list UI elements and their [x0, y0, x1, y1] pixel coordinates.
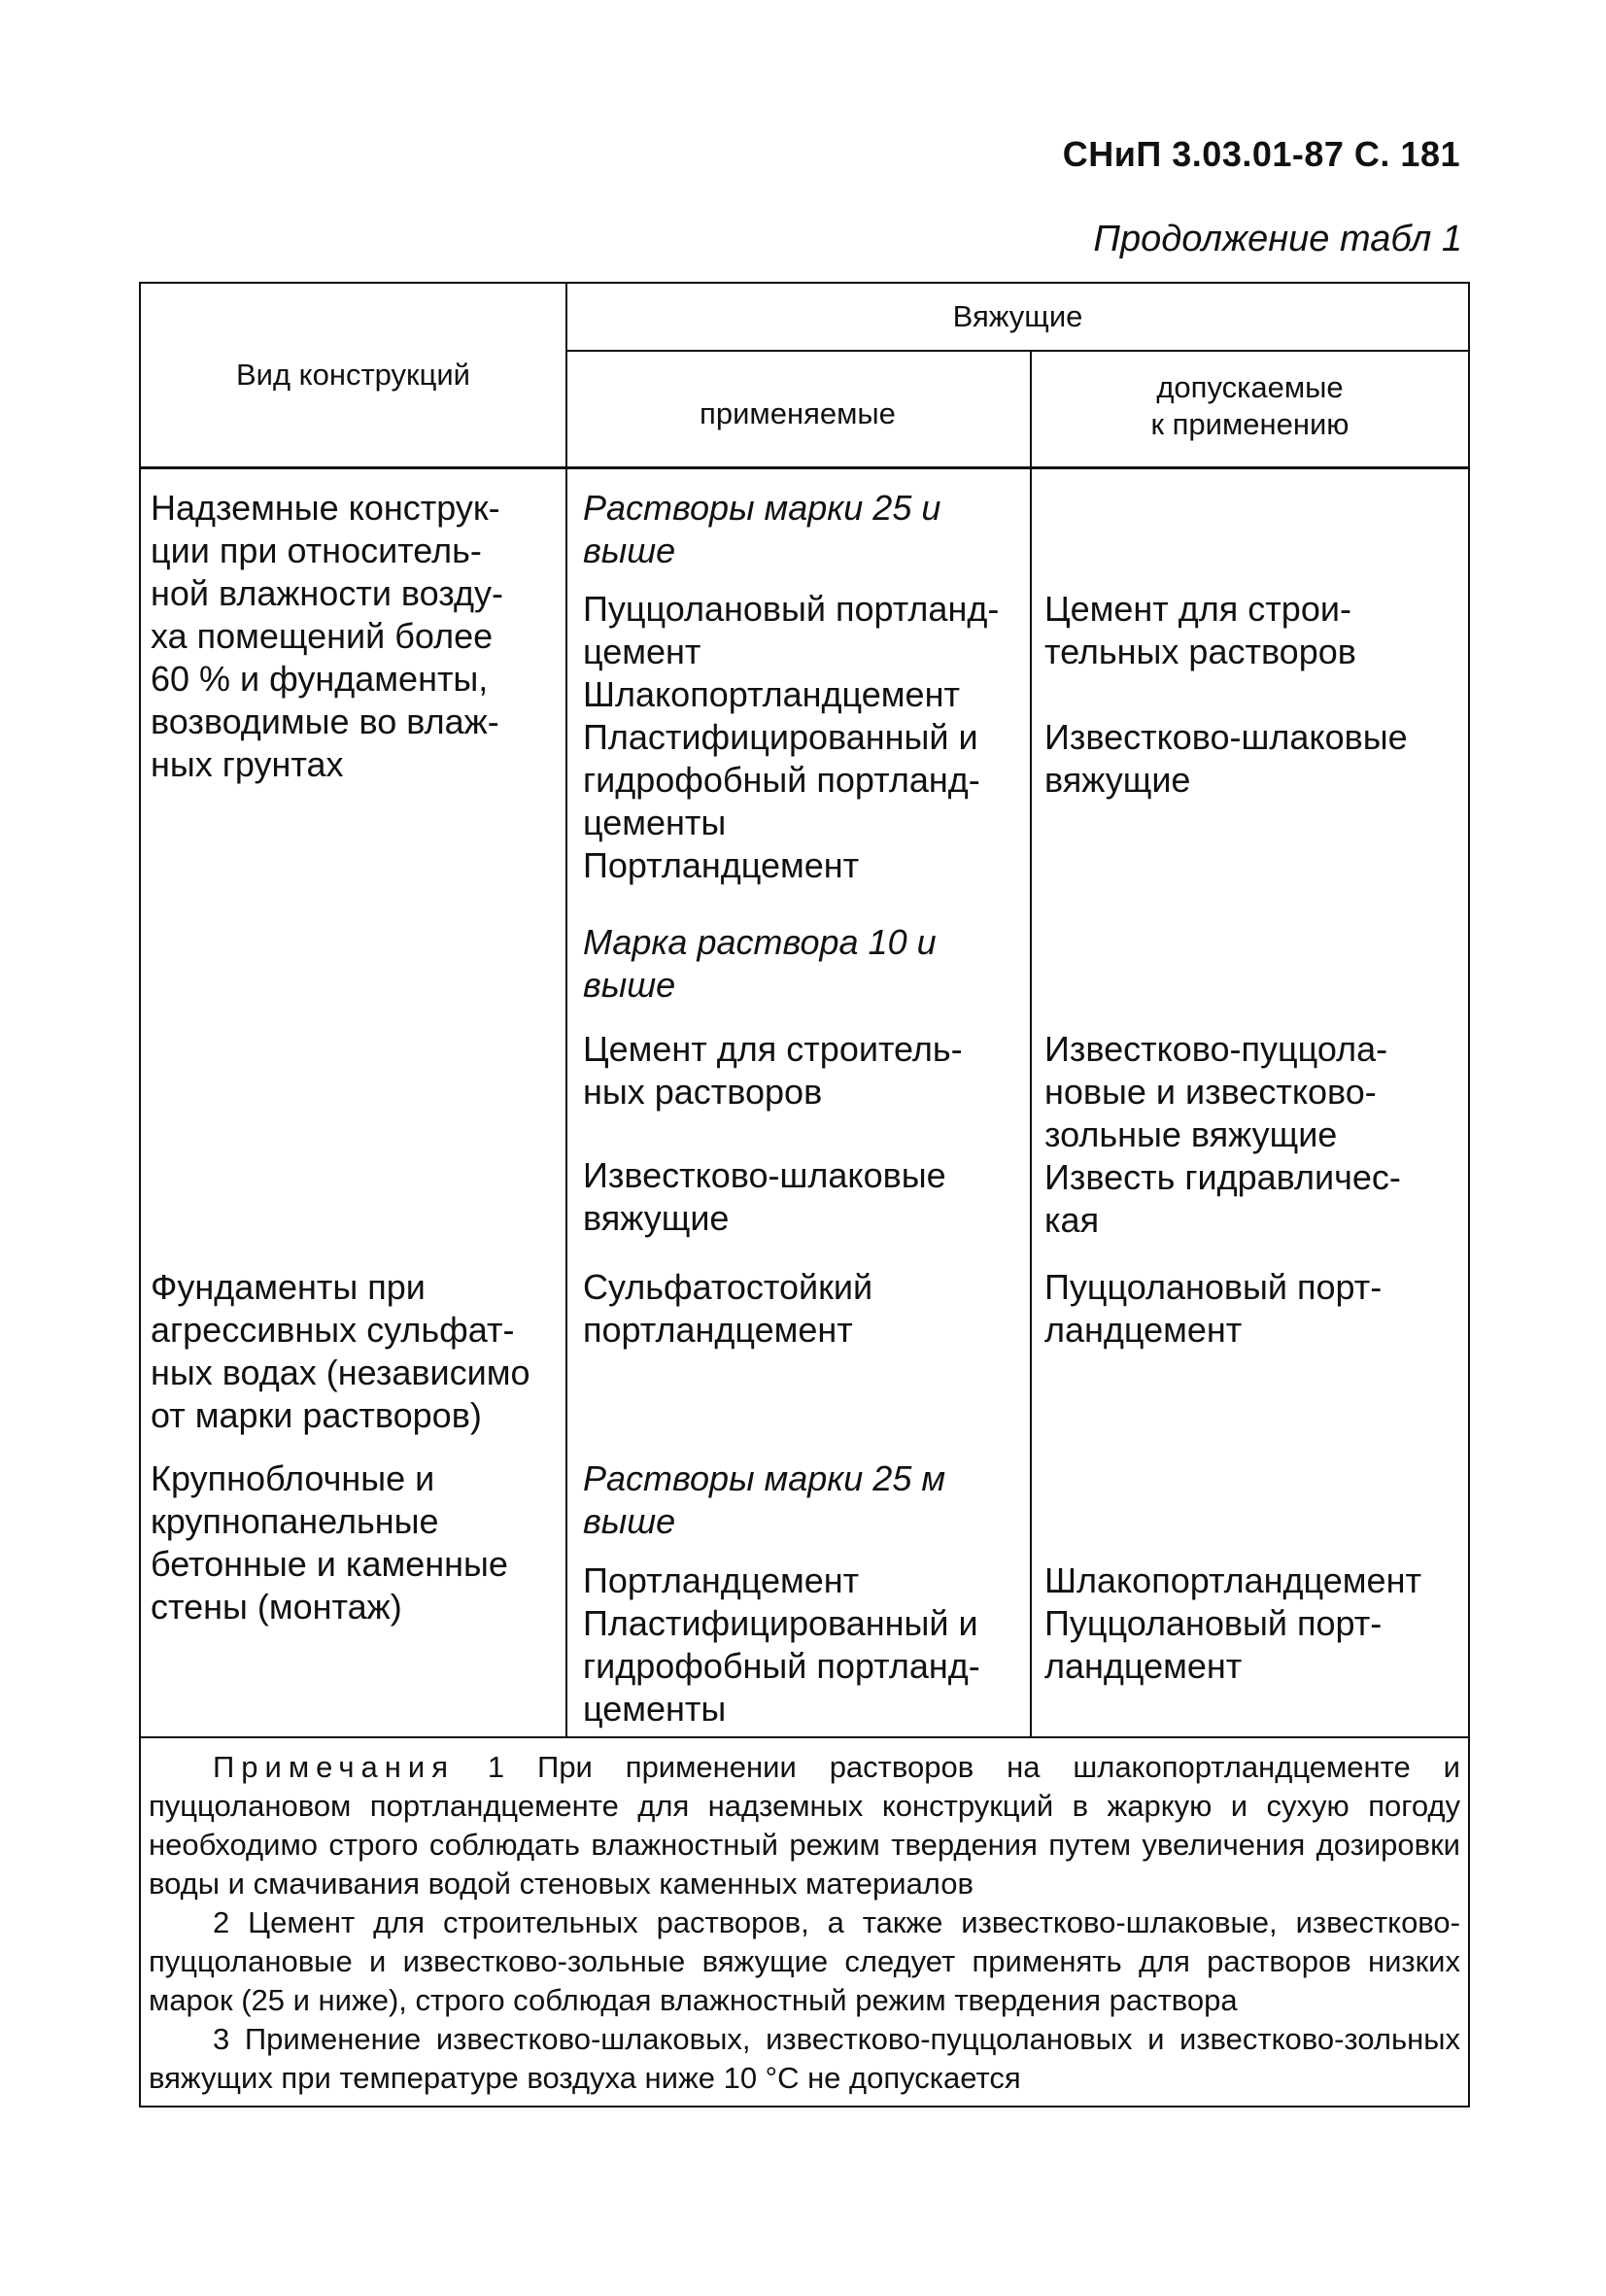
note-2: 2 Цемент для строительных растворов, а также известково-шлаковые, известково-пуццолановые и известково-зольные вяжущие следует применять для растворов низких марок (25 и ниже), строго соблюдая влажностный режим твердения раствора: [149, 1905, 1460, 2017]
allowed-cell: Пуццолановый порт- ландцемент: [1044, 1267, 1383, 1350]
table-body: [141, 469, 1468, 1736]
construction-cell: Фундаменты при агрессивных сульфат- ных водах (независимо от марки растворов): [151, 1267, 530, 1435]
applied-cell: Растворы марки 25 и выше: [583, 488, 941, 570]
binders-table: [139, 282, 1470, 2108]
table-continuation-label: Продолжение табл 1: [1093, 219, 1462, 259]
note-1-text: 1 При применении растворов на шлакопортландцементе и пуццолановом портландцементе для надземных конструкций в жаркую и сухую погоду необходимо строго соблюдать влажностный режим твердения путем увеличения дозировки воды и смачивания водой стеновых каменных материалов: [149, 1750, 1460, 1901]
note-3: 3 Применение известково-шлаковых, известково-пуццолановых и известково-зольных вяжущих при температуре воздуха ниже 10 °С не допускается: [149, 2022, 1460, 2095]
table-notes: [141, 1736, 1468, 2106]
construction-cell: Надземные конструк- ции при относитель- ной влажности возду- ха помещений более 60 % и фундаменты, возводимые во влаж- ных грунтах: [151, 488, 503, 784]
allowed-cell: Цемент для строи- тельных растворов Известково-шлаковые вяжущие: [1044, 589, 1408, 800]
header-divider: [565, 350, 1470, 352]
allowed-cell: Шлакопортландцемент Пуццолановый порт- ландцемент: [1044, 1560, 1421, 1686]
col-header-allowed: допускаемые к применению: [1150, 370, 1350, 441]
column-divider: [565, 469, 567, 1736]
applied-cell: Марка раствора 10 и выше: [583, 922, 937, 1005]
applied-cell: Известково-шлаковые вяжущие: [583, 1155, 946, 1238]
table-header: [141, 284, 1468, 469]
col-header-binders: Вяжущие: [952, 299, 1083, 333]
notes-title: Примечания: [213, 1750, 455, 1784]
applied-cell: Пуццолановый портланд- цемент Шлакопортландцемент Пластифицированный и гидрофобный портланд- цементы Портландцемент: [583, 589, 1000, 885]
allowed-cell: Известково-пуццола- новые и известково- зольные вяжущие Известь гидравличес- кая: [1044, 1029, 1401, 1240]
applied-cell: Портландцемент Пластифицированный и гидрофобный портланд- цементы: [583, 1560, 980, 1729]
column-divider: [1030, 469, 1032, 1736]
applied-cell: Цемент для строитель- ных растворов: [583, 1029, 963, 1112]
applied-cell: Растворы марки 25 м выше: [583, 1458, 946, 1541]
page-header: СНиП 3.03.01-87 С. 181: [1062, 134, 1460, 174]
applied-cell: Сульфатостойкий портландцемент: [583, 1267, 873, 1350]
note-1: [149, 1748, 1460, 1903]
col-header-construction: Вид конструкций: [235, 358, 470, 392]
construction-cell: Крупноблочные и крупнопанельные бетонные и каменные стены (монтаж): [151, 1458, 508, 1627]
col-header-applied: применяемые: [700, 396, 896, 430]
